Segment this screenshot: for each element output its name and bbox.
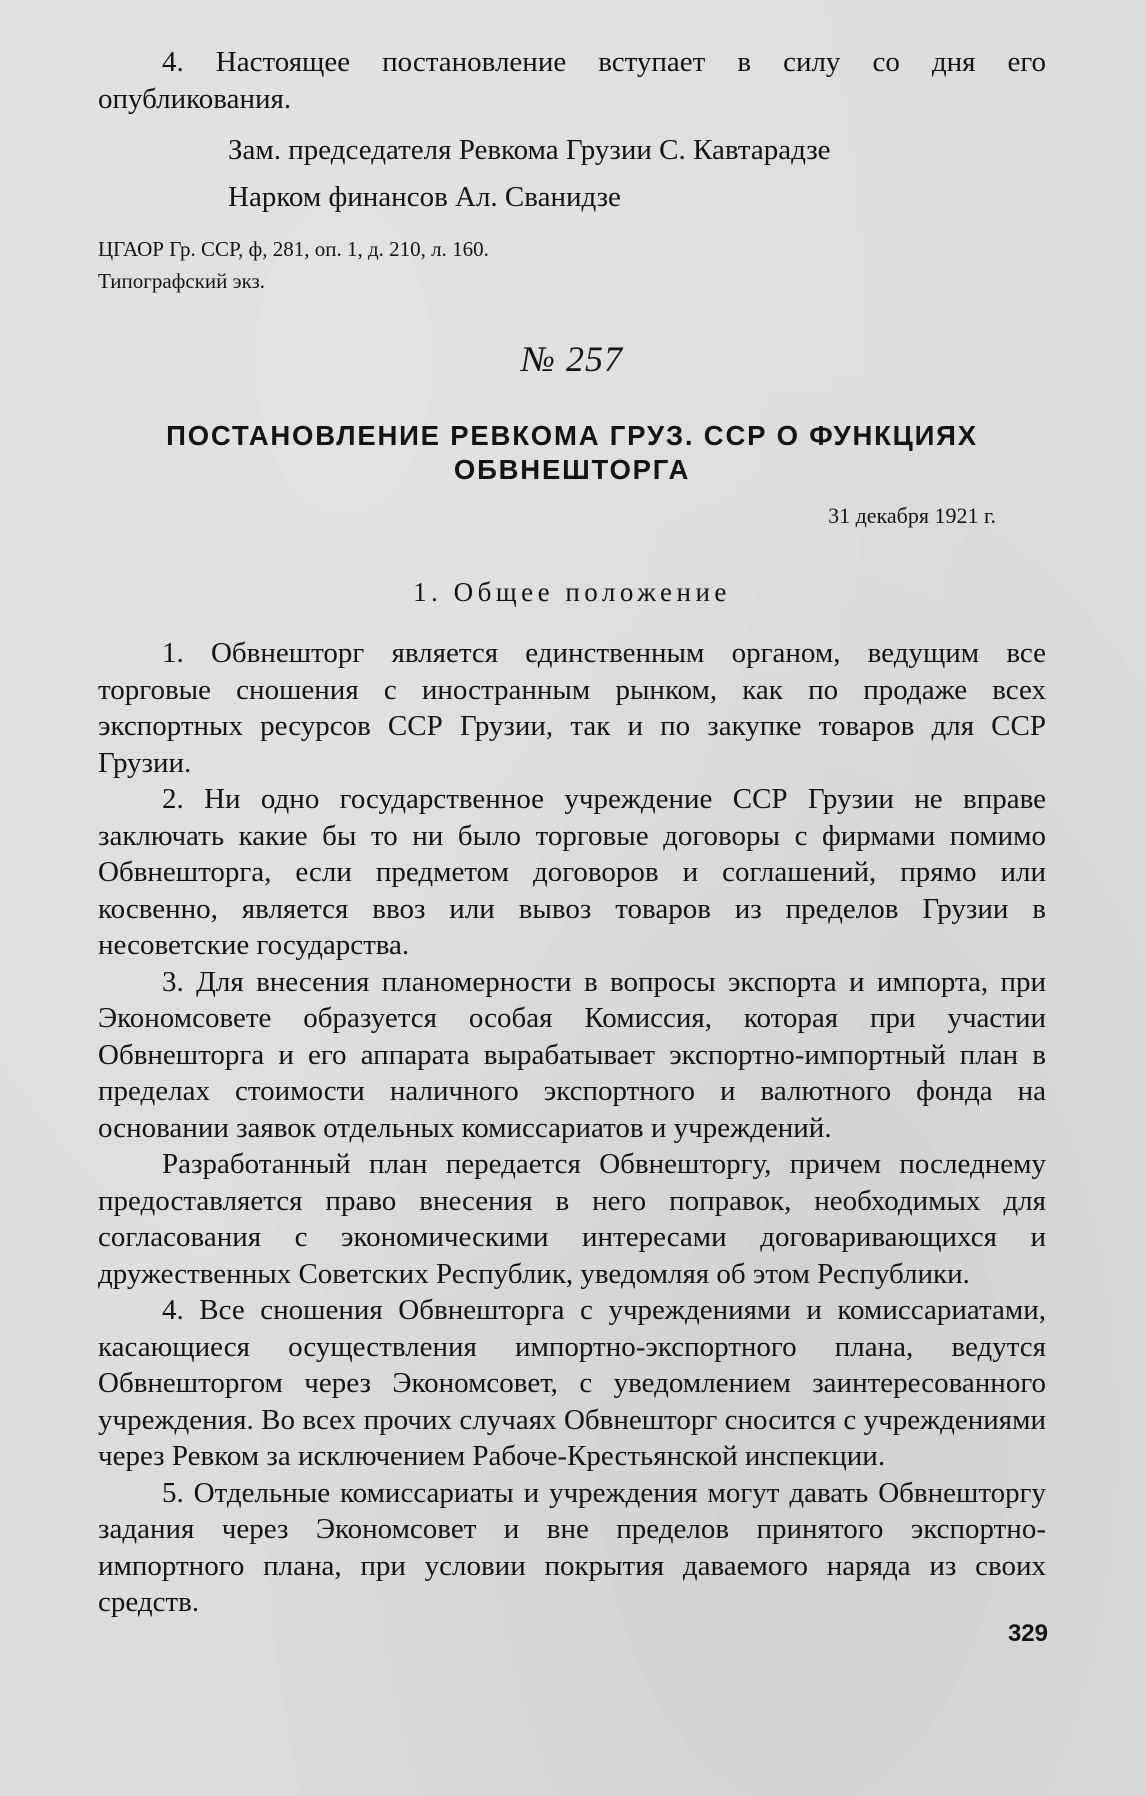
- paragraph: 4. Все сношения Обвнешторга с учреждениями и комиссариатами, касающиеся осуществления импортно-экспортного плана, ведутся Обвнешторгом через Экономсовет, с уведомлением заинтересованного учреждения. Во всех прочих случаях Обвнешторг сносится с учреждениями через Ревком за исключением Рабоче-Крестьянской инспекции.: [98, 1294, 1046, 1472]
- paragraph: 2. Ни одно государственное учреждение ССР Грузии не вправе заключать какие бы то ни было торговые договоры с фирмами помимо Обвнешторга, если предметом договоров и соглашений, прямо или косвенно, является ввоз или вывоз товаров из пределов Грузии в несоветские государства.: [98, 783, 1046, 961]
- paragraph: Разработанный план передается Обвнешторгу, причем последнему предоставляется право внесения в него поправок, необходимых для согласования с экономическими интересами договаривающихся и дружественных Советских Республик, уведомляя об этом Республики.: [98, 1148, 1046, 1290]
- document-body: [98, 635, 1046, 1621]
- section-heading: 1. Общее положение: [413, 577, 731, 607]
- page-number: 329: [1007, 1620, 1048, 1647]
- document-date: 31 декабря 1921 г.: [828, 503, 996, 528]
- copy-type: Типографский экз.: [98, 269, 266, 293]
- document-number: № 257: [521, 339, 623, 379]
- previous-clause-4: 4. Настоящее постановление вступает в силу со дня его опубликования.: [98, 46, 1046, 115]
- signature-line: Нарком финансов Ал. Сванидзе: [228, 181, 621, 213]
- paragraph: 5. Отдельные комиссариаты и учреждения могут давать Обвнешторгу задания через Экономсовет и вне пределов принятого экспортно-импортного плана, при условии покрытия даваемого наряда из своих средств.: [98, 1476, 1046, 1618]
- signature-line: Зам. председателя Ревкома Грузии С. Кавтарадзе: [228, 134, 831, 166]
- paragraph: 3. Для внесения планомерности в вопросы экспорта и импорта, при Экономсовете образуется особая Комиссия, которая при участии Обвнешторга и его аппарата вырабатывает экспортно-импортный план в пределах стоимости наличного экспортного и валютного фонда на основании заявок отдельных комиссариатов и учреждений.: [98, 965, 1046, 1144]
- signatures-block: [228, 127, 1046, 221]
- paragraph: 1. Обвнешторг является единственным органом, ведущим все торговые сношения с иностранным рынком, как по продаже всех экспортных ресурсов ССР Грузии, так и по закупке товаров для ССР Грузии.: [98, 637, 1046, 779]
- archive-reference: ЦГАОР Гр. ССР, ф, 281, оп. 1, д. 210, л. 160.: [98, 237, 489, 261]
- archive-block: [98, 233, 1046, 297]
- document-title: ПОСТАНОВЛЕНИЕ РЕВКОМА ГРУЗ. ССР О ФУНКЦИЯХ ОБВНЕШТОРГА: [166, 420, 978, 485]
